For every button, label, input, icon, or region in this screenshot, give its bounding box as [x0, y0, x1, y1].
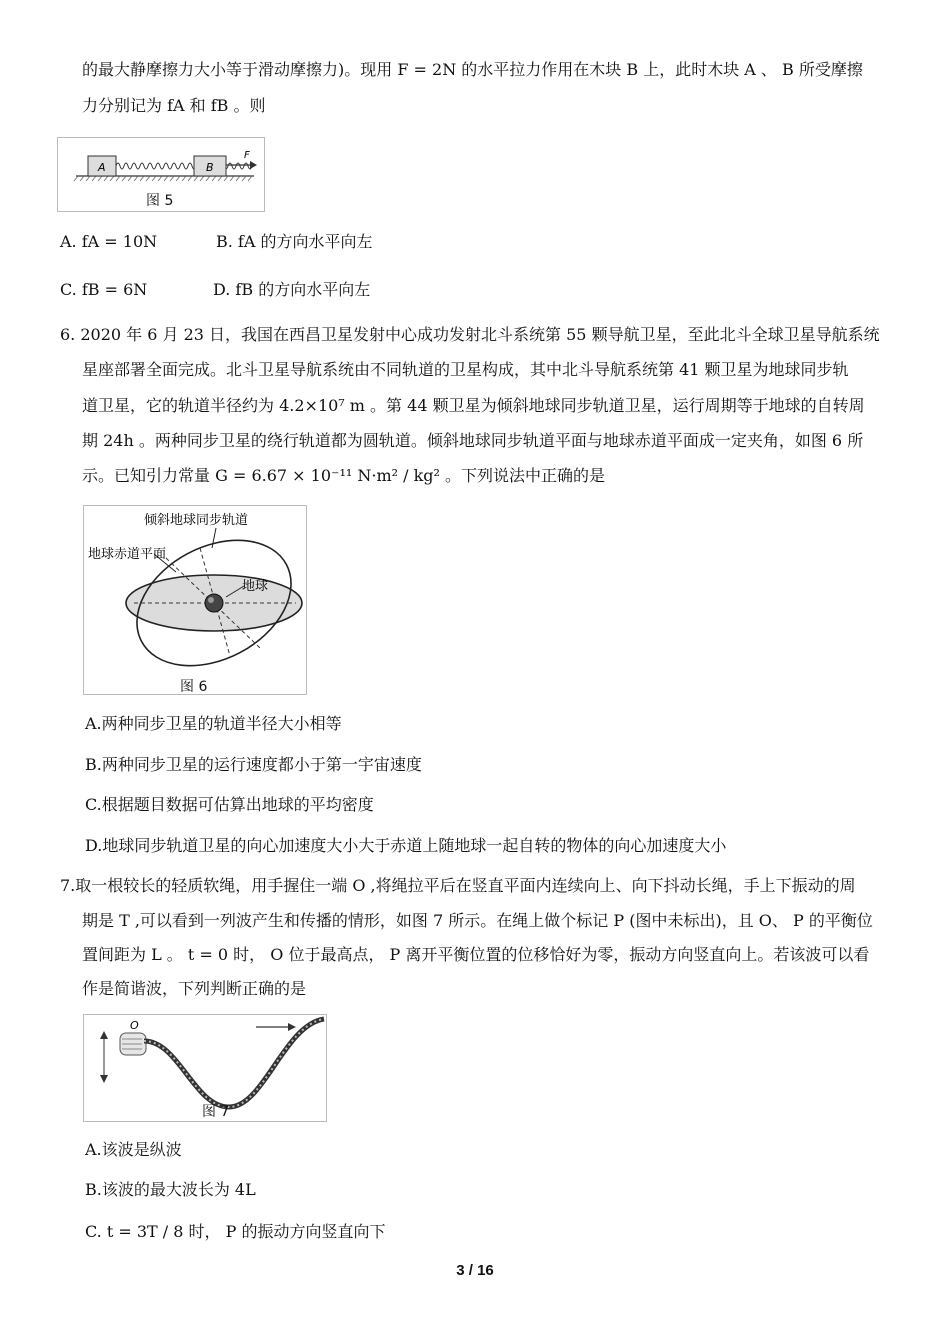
figure-6-caption: 图 6 — [180, 679, 208, 695]
q5-option-a: A. fA = 10N — [60, 232, 158, 251]
q7-text-line4: 作是简谐波，下列判断正确的是 — [82, 979, 307, 998]
figure-7 — [83, 1014, 327, 1122]
up-arrow-icon — [100, 1031, 108, 1039]
q5-option-c: C. fB = 6N — [60, 280, 148, 299]
force-arrow — [250, 161, 257, 169]
propagation-arrow-icon — [288, 1023, 296, 1031]
q6-text-line3: 道卫星，它的轨道半径约为 4.2×10⁷ m 。第 44 颗卫星为倾斜地球同步轨道卫星，运行周期等于地球的自转周 — [82, 396, 865, 415]
q6-text-line1: 6. 2020 年 6 月 23 日，我国在西昌卫星发射中心成功发射北斗系统第 55 颗导航卫星，至此北斗全球卫星导航系统 — [60, 325, 880, 344]
figure-5-caption: 图 5 — [146, 193, 174, 209]
block-a-label: A — [98, 161, 106, 174]
q6-text-line4: 期 24h 。两种同步卫星的绕行轨道都为圆轨道。倾斜地球同步轨道平面与地球赤道平面成一定夹角，如图 6 所 — [82, 431, 864, 450]
earth — [205, 594, 223, 612]
label-equator-plane: 地球赤道平面 — [88, 547, 167, 562]
q5-text-line2: 力分别记为 fA 和 fB 。则 — [82, 96, 266, 115]
figure-6-drawing — [84, 506, 306, 694]
figure-7-caption: 图 7 — [202, 1104, 230, 1120]
q5-option-d: D. fB 的方向水平向左 — [213, 280, 371, 299]
q6-option-b: B.两种同步卫星的运行速度都小于第一宇宙速度 — [85, 755, 422, 774]
label-earth: 地球 — [242, 579, 269, 594]
q6-option-d: D.地球同步轨道卫星的向心加速度大小大于赤道上随地球一起自转的物体的向心加速度大小 — [85, 836, 727, 855]
rope-wave — [144, 1019, 324, 1107]
block-b-label: B — [206, 161, 214, 174]
q7-option-c: C. t = 3T / 8 时， P 的振动方向竖直向下 — [85, 1222, 386, 1241]
q6-option-c: C.根据题目数据可估算出地球的平均密度 — [85, 795, 374, 814]
spring — [116, 163, 252, 169]
figure-6 — [83, 505, 307, 695]
force-label: F — [244, 150, 250, 161]
q7-text-line3: 置间距为 L 。 t = 0 时， O 位于最高点， P 离开平衡位置的位移恰好为零，振动方向竖直向上。若该波可以看 — [82, 945, 870, 964]
q6-option-a: A.两种同步卫星的轨道半径大小相等 — [85, 714, 342, 733]
q7-text-line1: 7.取一根较长的轻质软绳，用手握住一端 O ,将绳拉平后在竖直平面内连续向上、向下抖动长绳，手上下振动的周 — [60, 876, 856, 895]
q7-option-a: A.该波是纵波 — [85, 1140, 182, 1159]
q5-text-line1: 的最大静摩擦力大小等于滑动摩擦力)。现用 F = 2N 的水平拉力作用在木块 B 上，此时木块 A 、 B 所受摩擦 — [82, 60, 863, 79]
page-number: 3 / 16 — [456, 1262, 494, 1279]
figure-5 — [57, 137, 265, 212]
q7-text-line2: 期是 T ,可以看到一列波产生和传播的情形，如图 7 所示。在绳上做个标记 P (图中未标出)，且 O、 P 的平衡位 — [82, 911, 873, 930]
label-inclined-orbit: 倾斜地球同步轨道 — [144, 513, 249, 528]
down-arrow-icon — [100, 1075, 108, 1083]
label-o: O — [130, 1019, 139, 1032]
q5-option-b: B. fA 的方向水平向左 — [216, 232, 373, 251]
q7-option-b: B.该波的最大波长为 4L — [85, 1180, 256, 1199]
q6-text-line2: 星座部署全面完成。北斗卫星导航系统由不同轨道的卫星构成，其中北斗导航系统第 41 颗卫星为地球同步轨 — [82, 360, 849, 379]
q6-text-line5: 示。已知引力常量 G = 6.67 × 10⁻¹¹ N·m² / kg² 。下列说法中正确的是 — [82, 466, 606, 485]
